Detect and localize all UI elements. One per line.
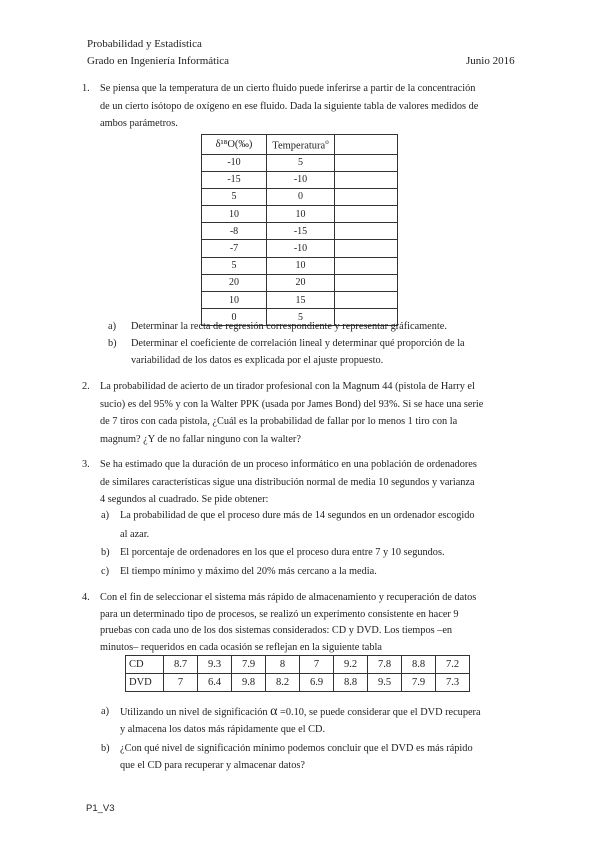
table-cell: 8.2 — [266, 674, 300, 692]
table-cell: 7.2 — [436, 656, 470, 674]
q4a-text-post: =0.10, se puede considerar que el DVD recupera — [277, 707, 481, 718]
table-cell: 8.8 — [334, 674, 368, 692]
q3a-line: La probabilidad de que el proceso dure más de 14 segundos en un ordenador escogido — [120, 510, 475, 521]
table-empty-cell — [335, 154, 398, 171]
col-header-isotope: δ¹⁸O(‰) — [202, 135, 267, 155]
q1-line: de un cierto isótopo de oxígeno en ese fluido. Dada la siguiente tabla de valores medidos de — [100, 100, 479, 112]
q1a-line: Determinar la recta de regresión correspondiente y representar gráficamente. — [131, 321, 447, 332]
q4a-line: y almacena los datos más rápidamente que el CD. — [120, 724, 326, 735]
col-header-temperature-text: Temperatura — [272, 140, 326, 152]
q3-part-b-text: El porcentaje de ordenadores en los que el proceso dura entre 7 y 10 segundos. — [120, 547, 445, 558]
header-degree: Grado en Ingeniería Informática — [87, 55, 230, 67]
table-cell: 20 — [202, 274, 267, 291]
table-cell: -10 — [202, 154, 267, 171]
table-row — [202, 292, 398, 309]
q4a-text-pre: Utilizando un nivel de significación — [120, 707, 271, 718]
table-row — [202, 274, 398, 291]
q3-part-a-label: a) — [101, 510, 109, 521]
q4-text — [100, 590, 520, 656]
table-cell: 9.5 — [368, 674, 402, 692]
q2-line: La probabilidad de acierto de un tirador profesional con la Magnum 44 (pistola de Harry el — [100, 381, 475, 392]
table-row — [202, 171, 398, 188]
q3-line: 4 segundos al cuadrado. Se pide obtener: — [100, 494, 269, 505]
q1-part-b-text — [131, 335, 516, 369]
table-cell: -15 — [267, 223, 335, 240]
table-empty-cell — [335, 292, 398, 309]
table-cell: 8 — [266, 656, 300, 674]
table-cell: 7.9 — [232, 656, 266, 674]
table-cell: 8.7 — [164, 656, 198, 674]
q3-number: 3. — [82, 459, 90, 470]
q4b-line: ¿Con qué nivel de significación mínimo podemos concluir que el DVD es más rápido — [120, 743, 473, 754]
table-cell: 5 — [202, 188, 267, 205]
q3-part-c-text: El tiempo mínimo y máximo del 20% más cercano a la media. — [120, 566, 377, 577]
table-empty-cell — [335, 274, 398, 291]
table-cell: -10 — [267, 240, 335, 257]
table-cell: 8.8 — [402, 656, 436, 674]
q4a-line — [120, 703, 520, 721]
table-cell: -15 — [202, 171, 267, 188]
q2-line: magnum? ¿Y de no fallar ninguno con la walter? — [100, 433, 301, 445]
degree-mark: o — [325, 138, 329, 146]
header-subject: Probabilidad y Estadística — [87, 38, 202, 50]
table-empty-cell — [335, 171, 398, 188]
table-cell: 9.3 — [198, 656, 232, 674]
q1-part-a-label: a) — [108, 321, 116, 332]
q3-text — [100, 456, 520, 509]
q1b-line: Determinar el coeficiente de correlación lineal y determinar qué proporción de la — [131, 338, 465, 349]
table-cell: 9.8 — [232, 674, 266, 692]
table-row — [202, 240, 398, 257]
q4-part-b-text — [120, 740, 520, 774]
table-cell: -10 — [267, 171, 335, 188]
table-cell: 7 — [164, 674, 198, 692]
q2-text — [100, 378, 520, 448]
table-cell: 7 — [300, 656, 334, 674]
table-cell: 10 — [267, 206, 335, 223]
q3a-line: al azar. — [120, 529, 150, 540]
q4-line: pruebas con cada uno de los dos sistemas considerados: CD y DVD. Los tiempos –en — [100, 625, 453, 636]
table-cell: 6.4 — [198, 674, 232, 692]
table-empty-cell — [335, 188, 398, 205]
row-label-dvd: DVD — [126, 674, 164, 692]
q1-part-a-text — [131, 318, 516, 335]
table-cell: 5 — [267, 154, 335, 171]
table-row — [202, 188, 398, 205]
table-cell: -8 — [202, 223, 267, 240]
table-empty-cell — [335, 223, 398, 240]
table-cell: 9.2 — [334, 656, 368, 674]
table-cell: 10 — [202, 206, 267, 223]
row-label-cd: CD — [126, 656, 164, 674]
table-cell: -7 — [202, 240, 267, 257]
table-cell: 15 — [267, 292, 335, 309]
table-cell: 5 — [202, 257, 267, 274]
table-row-dvd — [126, 674, 470, 692]
table-row — [202, 223, 398, 240]
q4-line: Con el fin de seleccionar el sistema más rápido de almacenamiento y recuperación de datos — [100, 592, 477, 603]
table-header-row — [202, 135, 398, 155]
q2-line: de 7 tiros con cada pistola, ¿Cuál es la probabilidad de fallar por lo menos 1 tiro con la — [100, 416, 458, 427]
q1-part-b-label: b) — [108, 338, 117, 349]
q3-part-c-label: c) — [101, 566, 109, 577]
table-row — [202, 257, 398, 274]
table-cell: 10 — [267, 257, 335, 274]
table-row — [202, 154, 398, 171]
table-cell: 0 — [202, 309, 267, 326]
q2-line: sucio) es del 95% y con la Walter PPK (usada por James Bond) del 93%. Si se hace una serie — [100, 398, 484, 410]
col-header-temperature — [267, 135, 335, 155]
isotope-temperature-table — [201, 134, 398, 326]
q4-number: 4. — [82, 592, 90, 603]
table-empty-cell — [335, 257, 398, 274]
table-cell: 7.9 — [402, 674, 436, 692]
q4-line: para un determinado tipo de procesos, se realizó un experimento consistente en hacer 9 — [100, 608, 459, 620]
table-cell: 7.3 — [436, 674, 470, 692]
cd-dvd-times-table — [125, 655, 470, 692]
table-row-cd — [126, 656, 470, 674]
q4-part-a-label: a) — [101, 706, 109, 717]
table-row — [202, 206, 398, 223]
q3-part-b-label: b) — [101, 547, 110, 558]
q1-number: 1. — [82, 83, 90, 94]
q3-line: de similares características sigue una distribución normal de media 10 segundos y varianza — [100, 476, 475, 488]
q3-line: Se ha estimado que la duración de un proceso informático en una población de ordenadores — [100, 459, 477, 470]
q4b-line: que el CD para recuperar y almacenar datos? — [120, 760, 305, 771]
q1-text — [100, 80, 520, 133]
q4-part-a-text — [120, 703, 520, 738]
alpha-symbol: α — [270, 704, 278, 719]
table-empty-cell — [335, 240, 398, 257]
table-cell: 20 — [267, 274, 335, 291]
q3-part-a-text — [120, 506, 520, 544]
page-footer-code: P1_V3 — [86, 803, 115, 814]
q1b-line: variabilidad de los datos es explicada por el ajuste propuesto. — [131, 355, 384, 366]
q1-line: ambos parámetros. — [100, 118, 178, 129]
q2-number: 2. — [82, 381, 90, 392]
q1-line: Se piensa que la temperatura de un cierto fluido puede inferirse a partir de la concentración — [100, 83, 476, 94]
table-cell: 0 — [267, 188, 335, 205]
table-empty-cell — [335, 206, 398, 223]
q4-part-b-label: b) — [101, 743, 110, 754]
table-cell: 5 — [267, 309, 335, 326]
table-cell: 10 — [202, 292, 267, 309]
q4-line: minutos– requeridos en cada ocasión se reflejan en la siguiente tabla — [100, 641, 382, 653]
header-date: Junio 2016 — [466, 55, 515, 67]
table-cell: 6.9 — [300, 674, 334, 692]
table-empty-cell — [335, 135, 398, 155]
table-cell: 7.8 — [368, 656, 402, 674]
